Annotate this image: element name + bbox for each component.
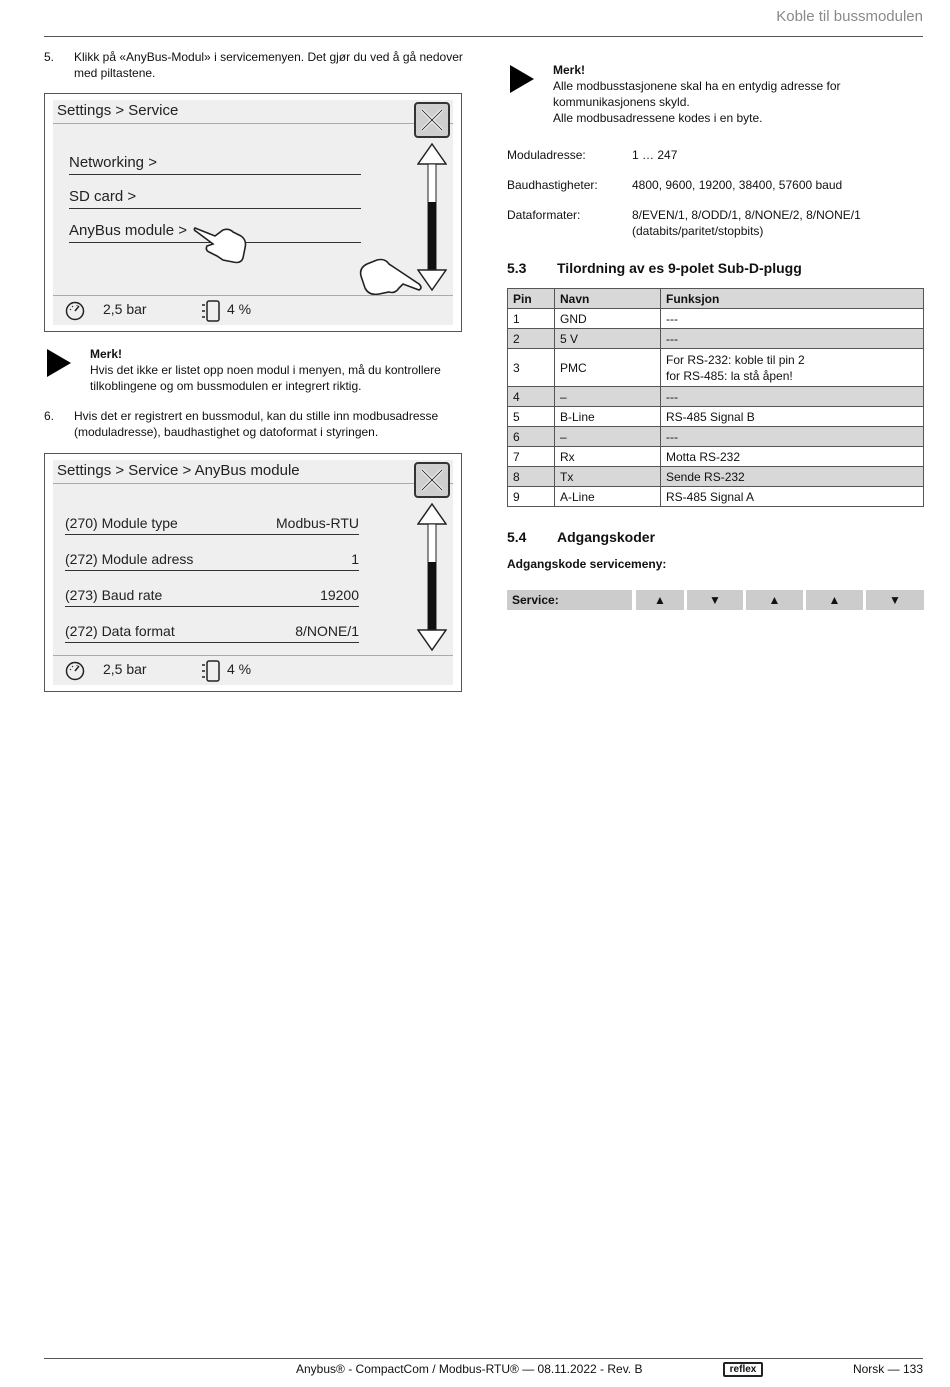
name-cell: A-Line (555, 487, 661, 507)
spec-key: Baudhastigheter: (507, 178, 598, 192)
tank-level-icon (201, 659, 221, 683)
scrollbar[interactable] (417, 502, 447, 652)
name-cell: Rx (555, 447, 661, 467)
setting-row-baud-rate[interactable] (65, 584, 359, 607)
setting-row-data-format[interactable] (65, 620, 359, 643)
running-header: Koble til bussmodulen (776, 8, 923, 25)
screen-display (53, 460, 453, 685)
screen-title: Settings > Service > AnyBus module (53, 460, 453, 484)
note-arrow-icon (510, 65, 534, 93)
function-cell: --- (661, 309, 924, 329)
key-up-icon: ▲ (806, 590, 863, 610)
spec-value: 8/EVEN/1, 8/ODD/1, 8/NONE/2, 8/NONE/1 (databits/paritet/stopbits) (632, 208, 861, 238)
setting-value: Modbus-RTU (276, 515, 359, 531)
table-row (508, 329, 924, 349)
section-title: Tilordning av es 9-polet Sub-D-plugg (557, 260, 802, 276)
note-title: Merk! (553, 63, 586, 77)
pressure-gauge-icon (65, 661, 85, 681)
section-number: 5.3 (507, 260, 527, 276)
close-icon[interactable] (414, 102, 450, 138)
note-arrow-icon (47, 349, 71, 377)
setting-value: 19200 (320, 587, 359, 603)
anybus-module-screenshot (44, 453, 462, 692)
section-number: 5.4 (507, 529, 527, 545)
menu-item-sd-card[interactable]: SD card > (69, 186, 361, 209)
column-header: Navn (555, 289, 661, 309)
pin-assignment-table (507, 288, 924, 507)
pressure-value: 2,5 bar (103, 301, 147, 317)
step-text: Hvis det er registrert en bussmodul, kan du stille inn modbusadresse (moduladresse), baudhastighet og datoformat i styringen. (74, 409, 439, 439)
table-row (508, 467, 924, 487)
menu-item-networking[interactable]: Networking > (69, 152, 361, 175)
table-row (508, 407, 924, 427)
pin-cell: 7 (508, 447, 555, 467)
function-cell (661, 349, 924, 387)
function-cell: --- (661, 387, 924, 407)
pressure-value: 2,5 bar (103, 661, 147, 677)
name-cell: – (555, 427, 661, 447)
pin-cell: 6 (508, 427, 555, 447)
note-1 (90, 346, 462, 394)
function-cell: RS-485 Signal A (661, 487, 924, 507)
spec-value: 1 … 247 (632, 148, 678, 162)
spec-value: 4800, 9600, 19200, 38400, 57600 baud (632, 178, 843, 192)
pin-cell: 8 (508, 467, 555, 487)
footer-page-number: Norsk — 133 (852, 1362, 923, 1376)
setting-label: (272) Module adress (65, 551, 194, 567)
pin-cell: 3 (508, 349, 555, 387)
key-down-icon: ▼ (866, 590, 924, 610)
setting-label: (273) Baud rate (65, 587, 163, 603)
close-icon[interactable] (414, 462, 450, 498)
step-6 (44, 408, 464, 442)
pin-cell: 9 (508, 487, 555, 507)
function-line: for RS-485: la stå åpen! (666, 368, 793, 383)
note-2 (553, 62, 923, 126)
level-value: 4 % (227, 301, 252, 317)
function-cell: Motta RS-232 (661, 447, 924, 467)
function-cell: RS-485 Signal B (661, 407, 924, 427)
header-rule (44, 36, 923, 37)
note-title: Merk! (90, 347, 123, 361)
service-menu-screenshot (44, 93, 462, 332)
pressure-gauge-icon (65, 301, 85, 321)
step-5 (44, 49, 464, 83)
screen-status-bar (53, 295, 453, 325)
function-line: For RS-232: koble til pin 2 (666, 352, 805, 367)
column-header: Funksjon (661, 289, 924, 309)
name-cell: B-Line (555, 407, 661, 427)
hand-pointer-icon (193, 222, 249, 266)
table-row (508, 349, 924, 387)
setting-label: (272) Data format (65, 623, 175, 639)
table-header-row (508, 289, 924, 309)
table-row (508, 309, 924, 329)
setting-row-module-type[interactable] (65, 512, 359, 535)
table-row (508, 447, 924, 467)
name-cell: – (555, 387, 661, 407)
section-title: Adgangskoder (557, 529, 656, 545)
name-cell: PMC (555, 349, 661, 387)
note-line: Alle modbusstasjonene skal ha en entydig adresse for kommunikasjonens skyld. (553, 79, 841, 109)
screen-title: Settings > Service (53, 100, 453, 124)
setting-value: 1 (351, 551, 359, 567)
pin-cell: 1 (508, 309, 555, 329)
name-cell: 5 V (555, 329, 661, 349)
column-header: Pin (508, 289, 555, 309)
note-line: Alle modbusadressene kodes i en byte. (553, 111, 763, 125)
step-number: 5. (44, 50, 55, 64)
note-text: Hvis det ikke er listet opp noen modul i menyen, må du kontrollere tilkoblingene og om bussmodulen er integrert riktig. (90, 363, 441, 393)
key-up-icon: ▲ (636, 590, 684, 610)
table-row (508, 487, 924, 507)
key-down-icon: ▼ (687, 590, 743, 610)
setting-label: (270) Module type (65, 515, 178, 531)
spec-key: Moduladresse: (507, 148, 586, 162)
function-cell: Sende RS-232 (661, 467, 924, 487)
setting-value: 8/NONE/1 (295, 623, 359, 639)
spec-key: Dataformater: (507, 208, 581, 222)
step-number: 6. (44, 409, 55, 423)
screen-display (53, 100, 453, 325)
access-code-label: Service: (507, 590, 632, 610)
access-code-subtitle: Adgangskode servicemeny: (507, 557, 667, 571)
brand-logo: reflex (723, 1362, 763, 1377)
name-cell: GND (555, 309, 661, 329)
pin-cell: 4 (508, 387, 555, 407)
table-row (508, 387, 924, 407)
screen-status-bar (53, 655, 453, 685)
hand-pointer-icon (359, 256, 425, 298)
key-up-icon: ▲ (746, 590, 803, 610)
pin-cell: 2 (508, 329, 555, 349)
footer-document-info: Anybus® - CompactCom / Modbus-RTU® — 08.11.2022 - Rev. B (296, 1362, 643, 1376)
name-cell: Tx (555, 467, 661, 487)
step-text: Klikk på «AnyBus-Modul» i servicemenyen. Det gjør du ved å gå nedover med piltastene. (74, 50, 463, 80)
function-cell: --- (661, 329, 924, 349)
function-cell: --- (661, 427, 924, 447)
setting-row-module-adress[interactable] (65, 548, 359, 571)
table-row (508, 427, 924, 447)
pin-cell: 5 (508, 407, 555, 427)
menu-item-anybus-module[interactable]: AnyBus module > (69, 220, 361, 243)
footer-rule (44, 1358, 923, 1359)
level-value: 4 % (227, 661, 252, 677)
tank-level-icon (201, 299, 221, 323)
